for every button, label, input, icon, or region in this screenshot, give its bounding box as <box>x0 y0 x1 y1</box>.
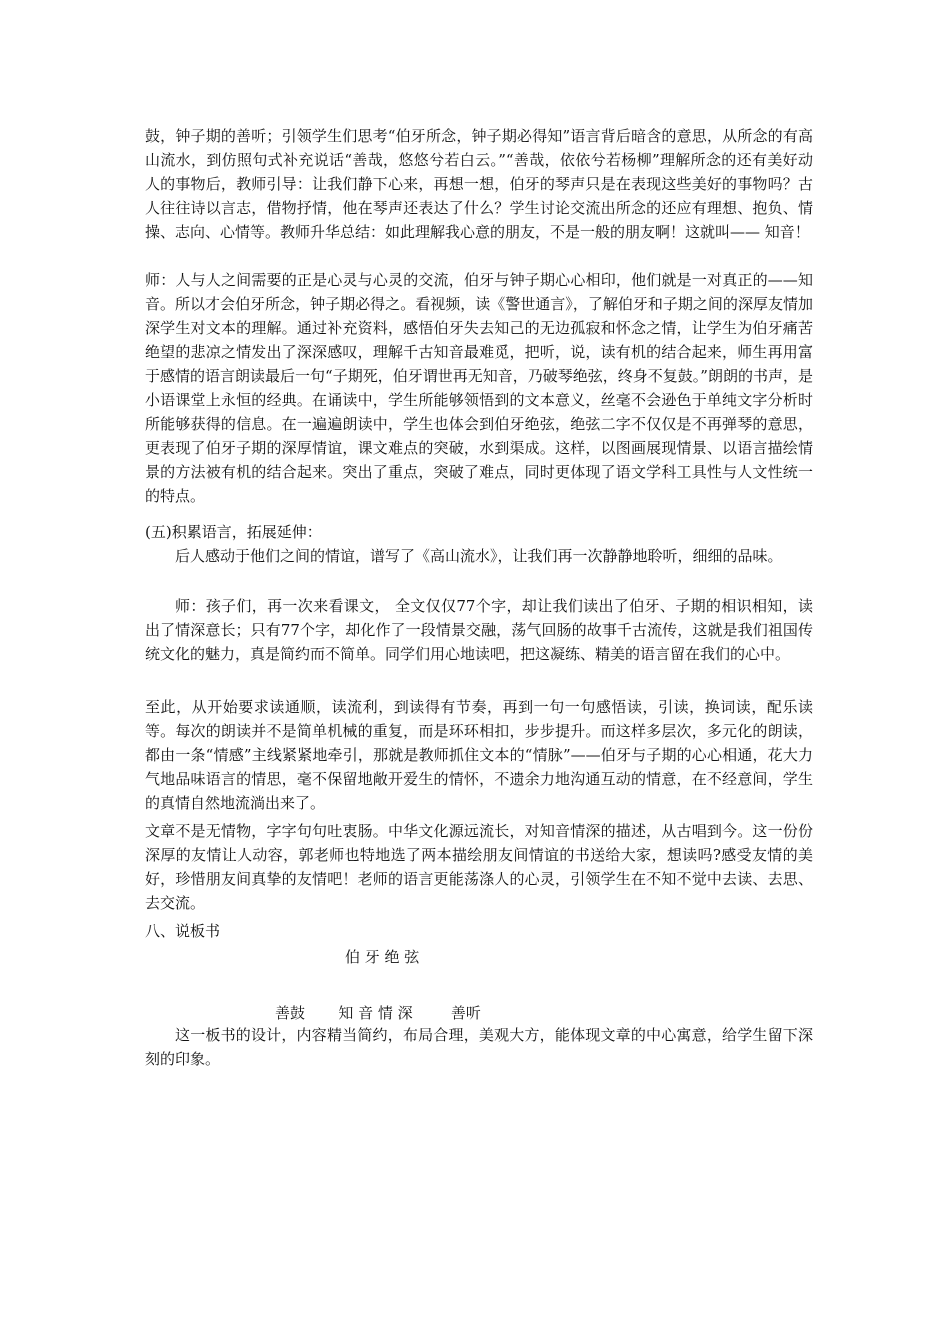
paragraph-2: 师：人与人之间需要的正是心灵与心灵的交流，伯牙与钟子期心心相印，他们就是一对真正的——知音。所以才会伯牙所念，钟子期必得之。看视频，读《警世通言》，了解伯牙和子期之间的深厚友情加深学生对文本的理解。通过补充资料，感悟伯牙失去知己的无边孤寂和怀念之情，让学生为伯牙痛苦绝望的悲凉之情发出了深深感叹，理解千古知音最难觅，把听，说，读有机的结合起来，师生再用富于感情的语言朗读最后一句“子期死，伯牙谓世再无知音，乃破琴绝弦，终身不复鼓。”朗朗的书声，是小语课堂上永恒的经典。在诵读中，学生所能够领悟到的文本意义，丝毫不会逊色于单纯文字分析时所能够获得的信息。在一遍遍朗读中，学生也体会到伯牙绝弦，绝弦二字不仅仅是不再弹琴的意思，更表现了伯牙子期的深厚情谊，课文难点的突破，水到渠成。这样，以图画展现情景、以语言描绘情景的方法被有机的结合起来。突出了重点，突破了难点，同时更体现了语文学科工具性与人文性统一的特点。 <box>145 271 813 505</box>
section-heading-5: (五)积累语言，拓展延伸： <box>145 523 322 541</box>
paragraph-1: 鼓，钟子期的善听；引领学生们思考“伯牙所念，钟子期必得知”语言背后暗含的意思，从所念的有高山流水，到仿照句式补充说话“善哉，悠悠兮若白云。”“善哉，依依兮若杨柳”理解所念的还有美好动人的事物后，教师引导：让我们静下心来，再想一想，伯牙的琴声只是在表现这些美好的事物吗？古人往往诗以言志，借物抒情，他在琴声还表达了什么？学生讨论交流出所念的还应有理想、抱负、情操、志向、心情等。教师升华总结：如此理解我心意的朋友，不是一般的朋友啊！这就叫—— 知音！ <box>145 127 813 241</box>
paragraph-6: 至此，从开始要求读通顺，读流利，到读得有节奏，再到一句一句感悟读，引读，换词读，配乐读等。每次的朗读并不是简单机械的重复，而是环环相扣，步步提升。而这样多层次，多元化的朗读，都由一条“情感”主线紧紧地牵引，那就是教师抓住文本的“情脉”——伯牙与子期的心心相通，花大力气地品味语言的情思，毫不保留地敞开爱生的情怀，不遗余力地沟通互动的情意，在不经意间，学生的真情自然地流淌出来了。 <box>145 698 813 812</box>
paragraph-9: 这一板书的设计，内容精当简约，布局合理，美观大方，能体现文章的中心寓意，给学生留下深刻的印象。 <box>145 1026 813 1068</box>
blackboard-title: 伯 牙 绝 弦 <box>345 948 420 966</box>
blackboard-line: 善鼓 知 音 情 深 善听 <box>275 1004 481 1022</box>
paragraph-4: 后人感动于他们之间的情谊，谱写了《高山流水》，让我们再一次静静地聆听，细细的品味。 <box>175 547 783 565</box>
paragraph-5: 师：孩子们，再一次来看课文， 全文仅仅77个字，却让我们读出了伯牙、子期的相识相知，读出了情深意长；只有77个字，却化作了一段情景交融，荡气回肠的故事千古流传，这就是我们祖国传统文化的魅力，真是简约而不简单。同学们用心地读吧，把这凝练、精美的语言留在我们的心中。 <box>145 597 813 663</box>
paragraph-7: 文章不是无情物，字字句句吐衷肠。中华文化源远流长，对知音情深的描述，从古唱到今。这一份份深厚的友情让人动容，郭老师也特地选了两本描绘朋友间情谊的书送给大家，想读吗?感受友情的美好，珍惜朋友间真挚的友情吧！老师的语言更能荡涤人的心灵，引领学生在不知不觉中去读、去思、去交流。 <box>145 822 813 912</box>
section-heading-8: 八、说板书 <box>145 922 221 940</box>
